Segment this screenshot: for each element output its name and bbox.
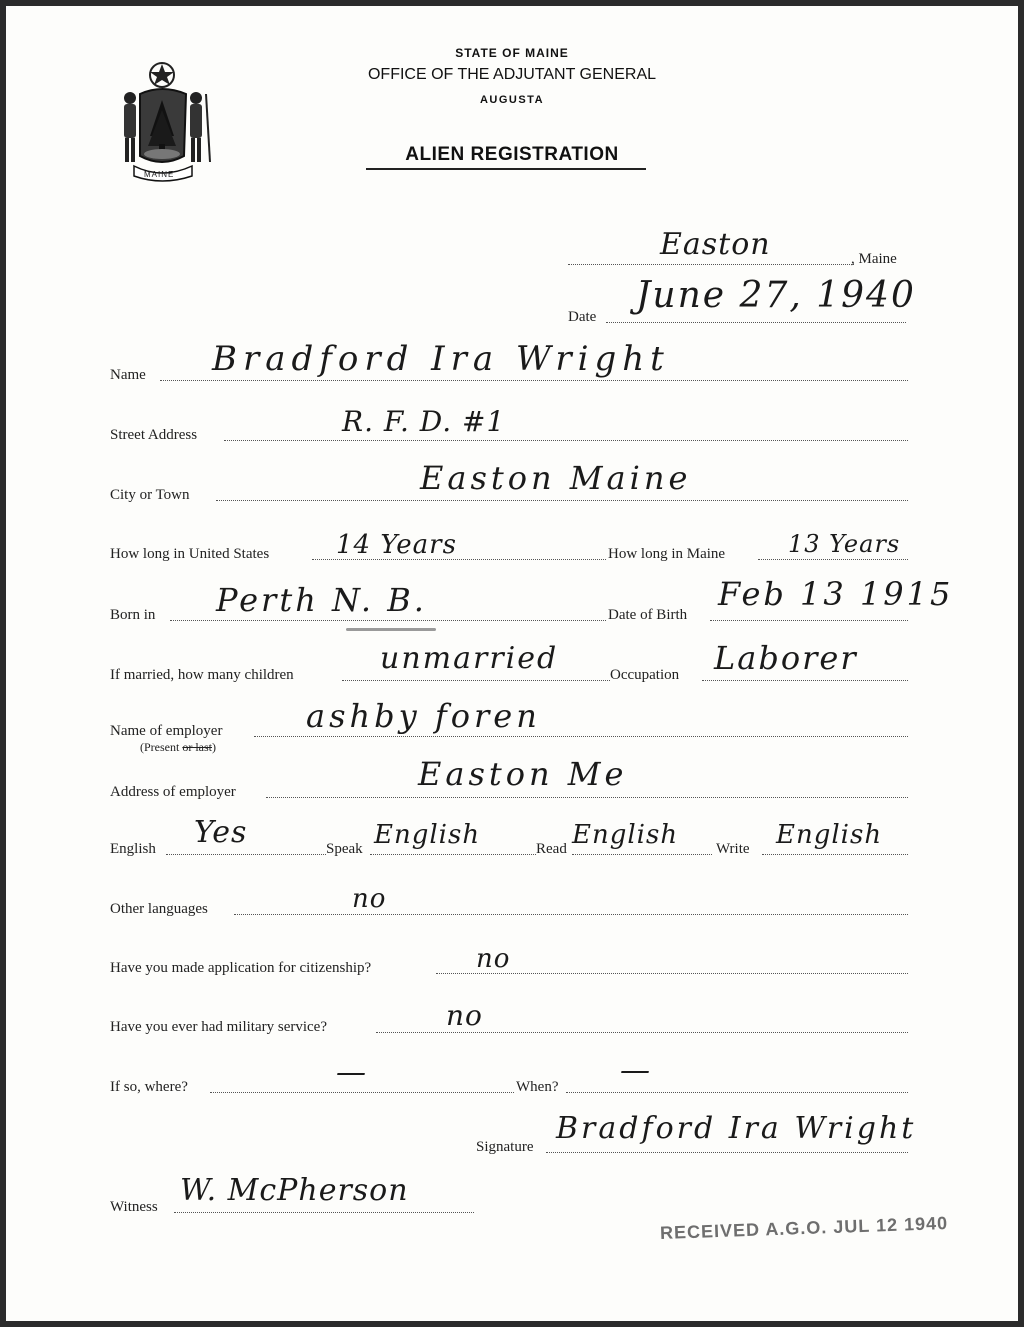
- other-languages-value: no: [352, 884, 387, 914]
- date-label: Date: [568, 309, 597, 325]
- registration-form: [6, 6, 1018, 1321]
- witness-line: [174, 1212, 474, 1213]
- how-long-maine-label: How long in Maine: [608, 546, 726, 562]
- military-label: Have you ever had military service?: [110, 1019, 327, 1035]
- employer-address-line: [266, 797, 908, 798]
- other-languages-label: Other languages: [110, 901, 208, 917]
- town-suffix-label: , Maine: [851, 251, 897, 267]
- born-pencil-underline: [346, 628, 436, 631]
- name-line: [160, 380, 908, 381]
- military-value: no: [446, 999, 483, 1032]
- header-state: STATE OF MAINE: [455, 46, 569, 60]
- employer-label: Name of employer: [110, 723, 223, 739]
- read-value: English: [572, 820, 679, 850]
- dob-value: Feb 13 1915: [718, 575, 954, 613]
- when-label: When?: [516, 1079, 559, 1095]
- occupation-label: Occupation: [610, 667, 680, 683]
- when-line: [566, 1092, 908, 1093]
- witness-value: W. McPherson: [180, 1173, 409, 1208]
- how-long-us-value: 14 Years: [336, 530, 457, 560]
- town-line: [568, 264, 854, 265]
- read-line: [572, 854, 712, 855]
- city-label: City or Town: [110, 487, 190, 503]
- date-line: [606, 322, 906, 323]
- where-label: If so, where?: [110, 1079, 188, 1095]
- city-value: Easton Maine: [420, 459, 692, 497]
- dob-line: [710, 620, 908, 621]
- speak-label: Speak: [326, 841, 363, 857]
- employer-address-label: Address of employer: [110, 784, 236, 800]
- when-value: —: [620, 1053, 651, 1088]
- employer-address-value: Easton Me: [418, 755, 628, 793]
- born-line: [170, 620, 606, 621]
- employer-sub-label: [140, 740, 216, 755]
- other-languages-line: [234, 914, 908, 915]
- employer-sub-close: ): [212, 740, 216, 754]
- page-title: ALIEN REGISTRATION: [405, 144, 619, 165]
- read-label: Read: [536, 841, 567, 857]
- married-value: unmarried: [380, 641, 559, 676]
- where-line: [210, 1092, 514, 1093]
- employer-value: ashby foren: [306, 697, 541, 735]
- witness-label: Witness: [110, 1199, 158, 1215]
- how-long-maine-line: [758, 559, 908, 560]
- signature-value: Bradford Ira Wright: [556, 1111, 917, 1146]
- dob-label: Date of Birth: [608, 607, 688, 623]
- city-line: [216, 500, 908, 501]
- english-value: Yes: [194, 815, 248, 850]
- signature-label: Signature: [476, 1139, 534, 1155]
- header-city: AUGUSTA: [479, 94, 545, 106]
- military-line: [376, 1032, 908, 1033]
- occupation-line: [702, 680, 908, 681]
- write-label: Write: [716, 841, 750, 857]
- citizenship-label: Have you made application for citizenship?: [110, 960, 372, 976]
- street-value: R. F. D. #1: [342, 405, 506, 438]
- title-underline: [366, 168, 646, 170]
- street-label: Street Address: [110, 427, 198, 443]
- employer-line: [254, 736, 908, 737]
- signature-line: [546, 1152, 908, 1153]
- street-line: [224, 440, 908, 441]
- header-office: OFFICE OF THE ADJUTANT GENERAL: [367, 66, 657, 83]
- english-line: [166, 854, 326, 855]
- where-value: —: [336, 1055, 367, 1090]
- name-label: Name: [110, 367, 146, 383]
- citizenship-value: no: [476, 944, 511, 974]
- received-stamp: RECEIVED A.G.O. JUL 12 1940: [659, 1212, 949, 1244]
- speak-line: [370, 854, 536, 855]
- seal-text: MAINE: [144, 170, 175, 179]
- occupation-value: Laborer: [714, 639, 858, 677]
- how-long-maine-value: 13 Years: [788, 530, 901, 558]
- speak-value: English: [374, 820, 481, 850]
- name-value: Bradford Ira Wright: [212, 339, 670, 379]
- english-label: English: [110, 841, 156, 857]
- employer-sub-present: (Present: [140, 740, 180, 754]
- write-line: [762, 854, 908, 855]
- write-value: English: [776, 820, 883, 850]
- married-line: [342, 680, 610, 681]
- born-label: Born in: [110, 607, 156, 623]
- married-label: If married, how many children: [110, 667, 294, 683]
- town-value: Easton: [660, 227, 771, 262]
- born-value: Perth N. B.: [216, 581, 427, 619]
- how-long-us-label: How long in United States: [110, 546, 270, 562]
- date-value: June 27, 1940: [636, 275, 916, 316]
- employer-sub-or-last: or last: [182, 740, 212, 754]
